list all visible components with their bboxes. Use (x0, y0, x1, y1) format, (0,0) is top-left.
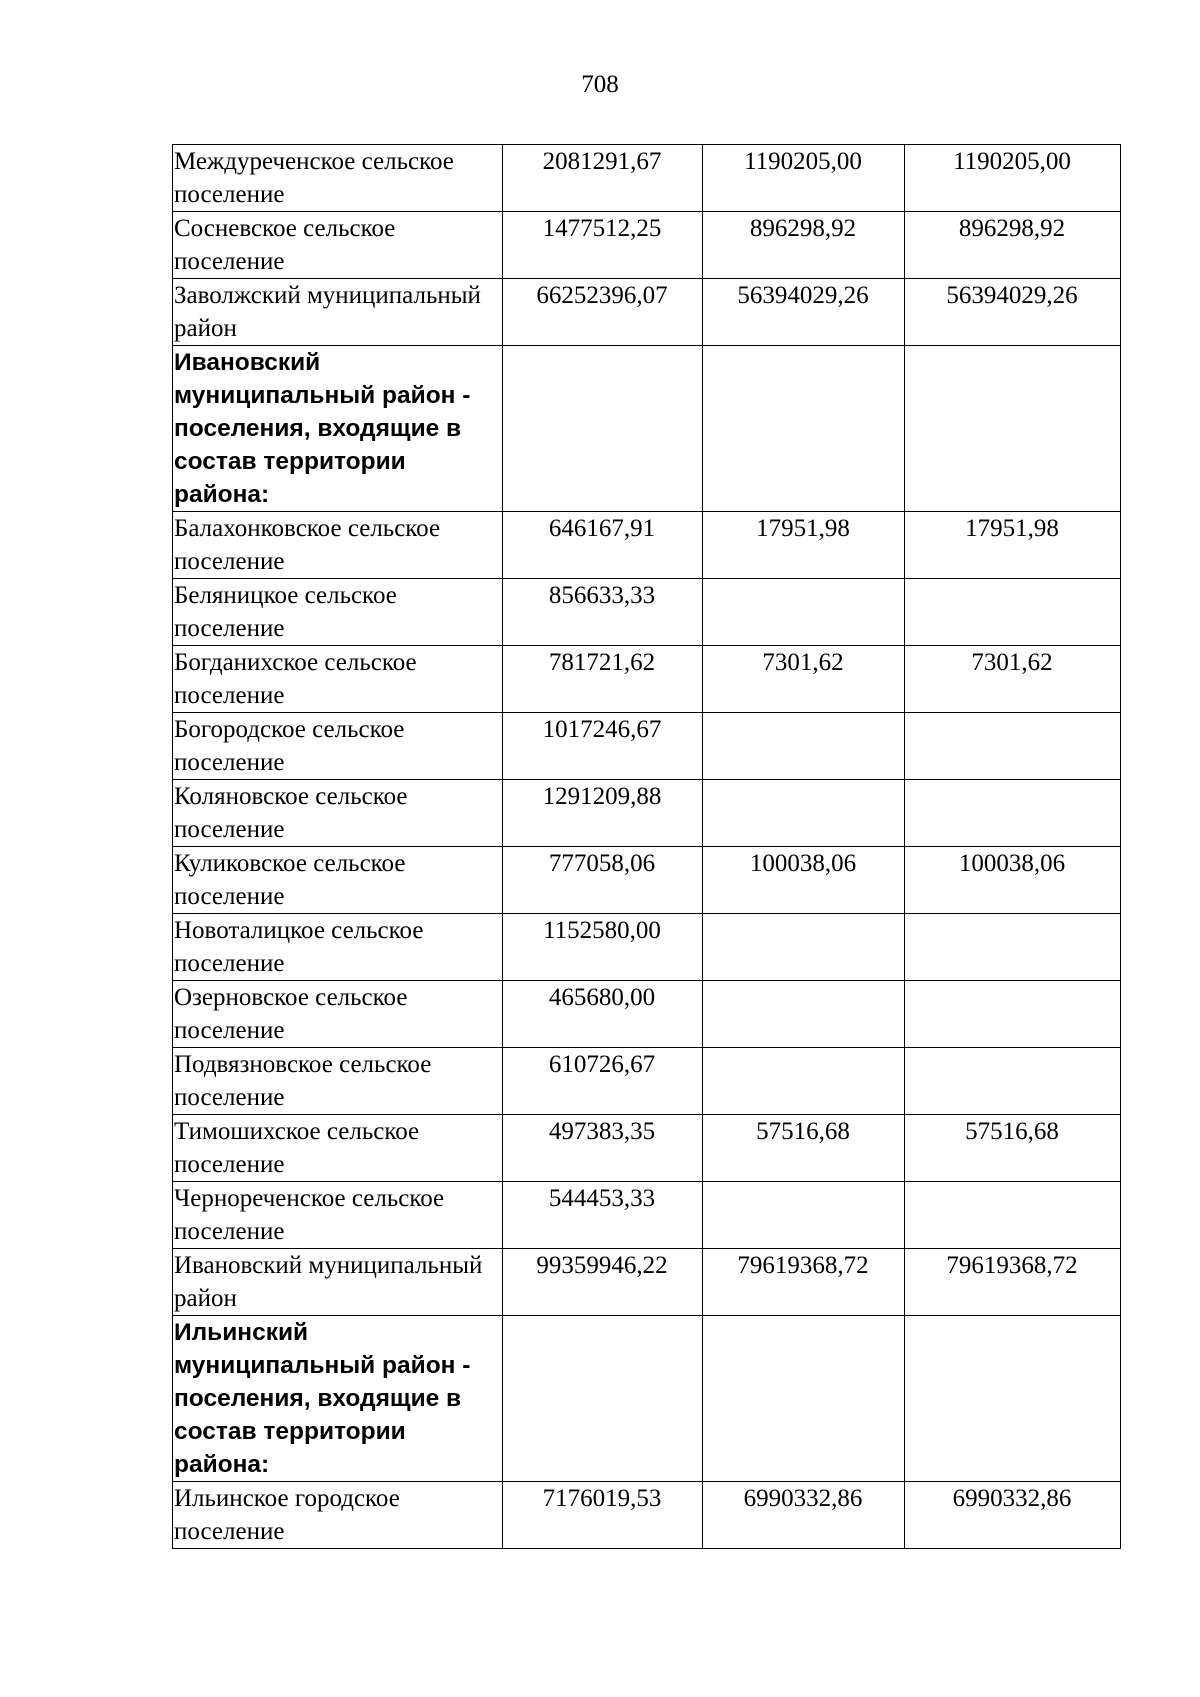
section-header-row (173, 346, 1121, 512)
table-row (173, 279, 1121, 346)
value-cell-3: 1190205,00 (905, 145, 1121, 212)
settlement-name-cell: Подвязновское сельское поселение (173, 1048, 503, 1115)
settlement-name-cell: Чернореченское сельское поселение (173, 1182, 503, 1249)
value-cell-2 (703, 579, 905, 646)
table-row (173, 646, 1121, 713)
value-cell-2: 7301,62 (703, 646, 905, 713)
value-cell-3 (905, 981, 1121, 1048)
settlement-name-cell: Тимошихское сельское поселение (173, 1115, 503, 1182)
value-cell-2: 1190205,00 (703, 145, 905, 212)
settlement-name-cell: Ивановский муниципальный район - поселения, входящие в состав территории района: (173, 346, 503, 512)
section-header-row (173, 1316, 1121, 1482)
value-cell-1: 465680,00 (503, 981, 703, 1048)
settlement-name-cell: Сосневское сельское поселение (173, 212, 503, 279)
value-cell-1: 7176019,53 (503, 1482, 703, 1549)
value-cell-3 (905, 713, 1121, 780)
value-cell-1: 781721,62 (503, 646, 703, 713)
settlement-name-cell: Балахонковское сельское поселение (173, 512, 503, 579)
value-cell-1: 2081291,67 (503, 145, 703, 212)
value-cell-2 (703, 1316, 905, 1482)
page-number: 708 (581, 71, 619, 98)
value-cell-3 (905, 579, 1121, 646)
value-cell-1: 856633,33 (503, 579, 703, 646)
value-cell-3: 6990332,86 (905, 1482, 1121, 1549)
value-cell-2 (703, 1048, 905, 1115)
settlement-name-cell: Богородское сельское поселение (173, 713, 503, 780)
value-cell-2 (703, 780, 905, 847)
value-cell-1: 1291209,88 (503, 780, 703, 847)
settlement-name-cell: Беляницкое сельское поселение (173, 579, 503, 646)
settlement-name-cell: Междуреченское сельское поселение (173, 145, 503, 212)
value-cell-3 (905, 1048, 1121, 1115)
settlement-name-cell: Заволжский муниципальный район (173, 279, 503, 346)
value-cell-3 (905, 346, 1121, 512)
value-cell-2 (703, 713, 905, 780)
value-cell-3 (905, 1182, 1121, 1249)
value-cell-3 (905, 1316, 1121, 1482)
value-cell-2 (703, 981, 905, 1048)
settlement-name-cell: Богданихское сельское поселение (173, 646, 503, 713)
value-cell-2 (703, 914, 905, 981)
value-cell-2 (703, 346, 905, 512)
value-cell-1 (503, 1316, 703, 1482)
value-cell-1: 66252396,07 (503, 279, 703, 346)
table-row (173, 1182, 1121, 1249)
value-cell-2: 896298,92 (703, 212, 905, 279)
value-cell-1: 99359946,22 (503, 1249, 703, 1316)
value-cell-3: 57516,68 (905, 1115, 1121, 1182)
value-cell-3: 56394029,26 (905, 279, 1121, 346)
budget-table-body (173, 145, 1121, 1549)
table-row (173, 512, 1121, 579)
settlement-name-cell: Новоталицкое сельское поселение (173, 914, 503, 981)
settlement-name-cell: Куликовское сельское поселение (173, 847, 503, 914)
value-cell-3 (905, 780, 1121, 847)
table-row (173, 780, 1121, 847)
value-cell-1: 1152580,00 (503, 914, 703, 981)
table-row (173, 847, 1121, 914)
value-cell-1: 544453,33 (503, 1182, 703, 1249)
value-cell-2: 6990332,86 (703, 1482, 905, 1549)
value-cell-1: 497383,35 (503, 1115, 703, 1182)
value-cell-2: 56394029,26 (703, 279, 905, 346)
value-cell-1: 610726,67 (503, 1048, 703, 1115)
value-cell-3: 7301,62 (905, 646, 1121, 713)
settlement-name-cell: Озерновское сельское поселение (173, 981, 503, 1048)
table-row (173, 1482, 1121, 1549)
value-cell-2: 57516,68 (703, 1115, 905, 1182)
value-cell-1: 777058,06 (503, 847, 703, 914)
table-row (173, 1048, 1121, 1115)
value-cell-3: 79619368,72 (905, 1249, 1121, 1316)
table-row (173, 981, 1121, 1048)
value-cell-3 (905, 914, 1121, 981)
value-cell-1 (503, 346, 703, 512)
table-row (173, 914, 1121, 981)
value-cell-3: 17951,98 (905, 512, 1121, 579)
table-row (173, 713, 1121, 780)
value-cell-2 (703, 1182, 905, 1249)
table-row (173, 212, 1121, 279)
settlement-name-cell: Ивановский муниципальный район (173, 1249, 503, 1316)
value-cell-2: 79619368,72 (703, 1249, 905, 1316)
settlement-name-cell: Коляновское сельское поселение (173, 780, 503, 847)
budget-table (172, 144, 1121, 1549)
table-row (173, 1249, 1121, 1316)
table-row (173, 1115, 1121, 1182)
value-cell-2: 17951,98 (703, 512, 905, 579)
value-cell-1: 1017246,67 (503, 713, 703, 780)
value-cell-1: 1477512,25 (503, 212, 703, 279)
value-cell-3: 100038,06 (905, 847, 1121, 914)
settlement-name-cell: Ильинский муниципальный район - поселения, входящие в состав территории района: (173, 1316, 503, 1482)
table-row (173, 579, 1121, 646)
settlement-name-cell: Ильинское городское поселение (173, 1482, 503, 1549)
table-row (173, 145, 1121, 212)
value-cell-1: 646167,91 (503, 512, 703, 579)
value-cell-3: 896298,92 (905, 212, 1121, 279)
value-cell-2: 100038,06 (703, 847, 905, 914)
